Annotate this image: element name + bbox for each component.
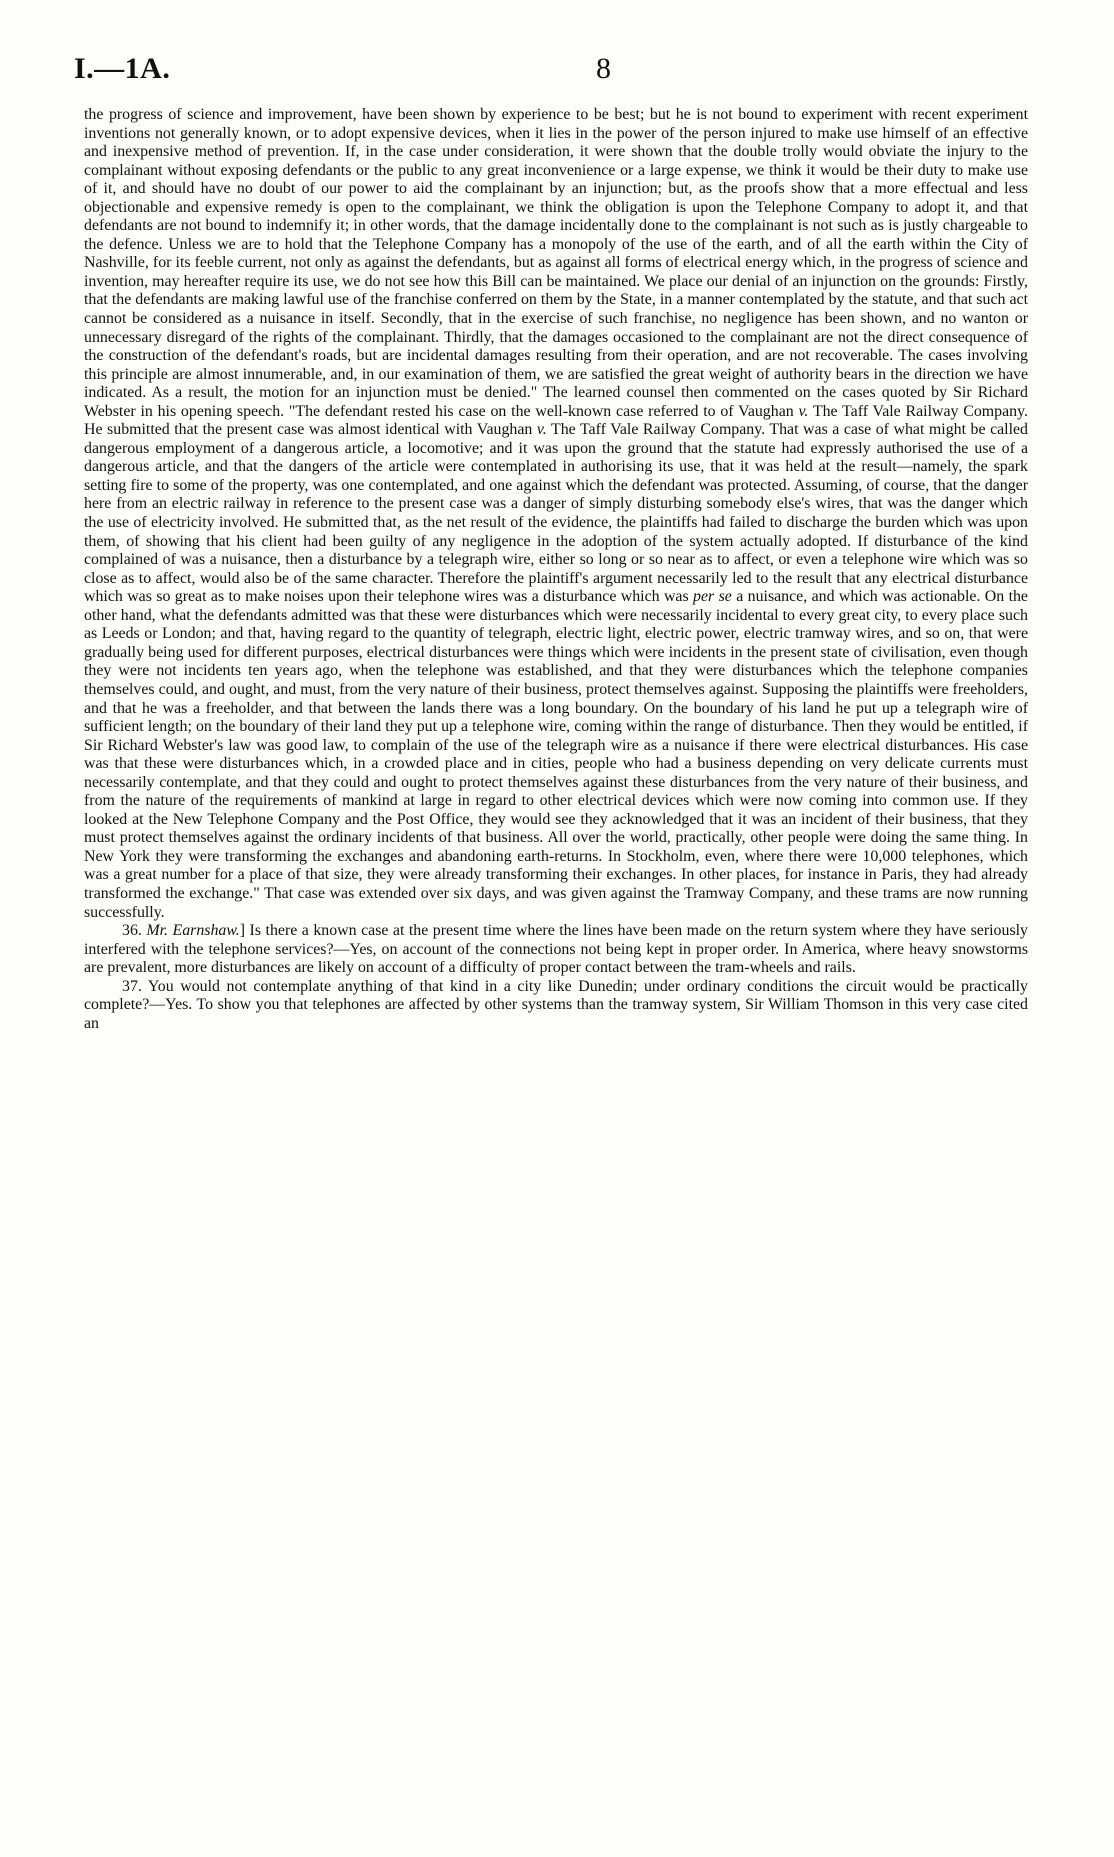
page-header	[74, 52, 1028, 92]
page-number: 8	[596, 52, 611, 85]
question-number: 36.	[122, 922, 142, 940]
text-run: a nuisance, and which was actionable. On the other hand, what the defendants admitted was that these were disturbances which were necessarily incidental to every great city, to every place such as Leeds or London; and that, having regard to the quantity of telegraph, electric light, electric power, electric tramway wires, and so on, that were gradually being used for different purposes, electrical disturbances were things which were incidents in the present state of civilisation, even though they were not incidents ten years ago, when the telephone was established, and that they were disturbances which the telephone companies themselves could, and ought, and must, from the very nature of their business, protect themselves against. Supposing the plaintiffs were freeholders, and that he was a freeholder, and that between the lands there was a long boundary. On the boundary of his land he put up a telegraph wire of sufficient length; on the boundary of their land they put up a telephone wire, coming within the range of disturbance. Then they would be entitled, if Sir Richard Webster's law was good law, to complain of the use of the telegraph wire as a nuisance if there were electrical disturbances. His case was that these were disturbances which, in a crowded place and in cities, people who had a business depending on very delicate currents must necessarily contemplate, and that they could and ought to protect themselves against these disturbances from the very nature of their business, and from the nature of the requirements of mankind at large in regard to other electrical devices which were now coming into common use. If they looked at the New Telephone Company and the Post Office, they would see they acknowledged that it was an incident of their business, that they must protect themselves against the ordinary incidents of that business. All over the world, practically, other people were doing the same thing. In New York they were transforming the exchanges and abandoning earth-returns. In Stockholm, even, where there were 10,000 telephones, which was a great number for a place of that size, they were already transforming their exchanges. In other places, for instance in Paris, they had already transformed the exchange." That case was extended over six days, and was given against the Tramway Company, and these trams are now running successfully.	[84, 588, 1028, 921]
text-run: ] Is there a known case at the present time where the lines have been made on the return system where they have seriously interfered with the telephone services?—Yes, on account of the connections not being kept in proper order. In America, where heavy snowstorms are prevalent, more disturbances are likely on account of a difficulty of proper contact between the tram-wheels and rails.	[84, 922, 1028, 977]
body-text	[84, 106, 1028, 1033]
question-number: 37.	[122, 977, 142, 995]
document-reference: I.—1A.	[74, 52, 171, 85]
text-run: The Taff Vale Railway Company. That was a case of what might be called dangerous employment of a dangerous article, a locomotive; and it was upon the ground that the statute had expressly authorised the use of a dangerous article, and that the dangers of the article were contemplated in authorising its use, that it was held at the result—namely, the spark setting fire to some of the property, was one contemplated, and one against which the defendant was protected. Assuming, of course, that the danger here from an electric railway in reference to the present case was a danger of simply disturbing somebody else's wires, that was the danger which the use of electricity involved. He submitted that, as the net result of the evidence, the plaintiffs had failed to discharge the burden which was upon them, of showing that his client had been guilty of any negligence in the adoption of the system actually adopted. If disturbance of the kind complained of was a nuisance, then a disturbance by a telegraph wire, either so long or so near as to affect, or even a telephone wire which was so close as to affect, would also be of the same character. Therefore the plaintiff's argument necessarily led to the result that any electrical disturbance which was so great as to make noises upon their telephone wires was a disturbance which was	[84, 421, 1029, 606]
paragraph-continuation	[84, 106, 1028, 922]
paragraph-37	[84, 978, 1028, 1034]
versus-italic: v.	[798, 402, 809, 420]
text-run: The Taff Vale Railway Company. He submitted that the present case was almost identical with Vaughan	[84, 402, 1028, 439]
text-run: the progress of science and improvement, have been shown by experience to be best; but he is not bound to experiment with recent experiment inventions not generally known, or to adopt expensive devices, when it lies in the power of the person injured to make use himself of an effective and inexpensive method of prevention. If, in the case under consideration, it were shown that the double trolly would obviate the injury to the complainant without exposing defendants or the public to any great inconvenience or a large expense, we think it would be their duty to make use of it, and should have no doubt of our power to aid the complainant by an injunction; but, as the proofs show that a more effectual and less objectionable and expensive remedy is open to the complainant, we think the obligation is upon the Telephone Company to adopt it, and that defendants are not bound to indemnify it; in other words, that the damage incidentally done to the complainant is not such as is justly chargeable to the defence. Unless we are to hold that the Telephone Company has a monopoly of the use of the earth, and of all the earth within the City of Nashville, for its feeble current, not only as against the defendants, but as against all forms of electrical energy which, in the progress of science and invention, may hereafter require its use, we do not see how this Bill can be maintained. We place our denial of an injunction on the grounds: Firstly, that the defendants are making lawful use of the franchise conferred on them by the State, in a manner contemplated by the statute, and that such act cannot be considered as a nuisance in itself. Secondly, that in the exercise of such franchise, no negligence has been shown, and no wanton or unnecessary disregard of the rights of the complainant. Thirdly, that the damages occasioned to the complainant are not the direct consequence of the construction of the defendant's roads, but are incidental damages resulting from their operation, and are not recoverable. The cases involving this principle are almost innumerable, and, in our examination of them, we are satisfied the great weight of authority bears in the direction we have indicated. As a result, the motion for an injunction must be denied." The learned counsel then commented on the cases quoted by Sir Richard Webster in his opening speech. "The defendant rested his case on the well-known case referred to of Vaughan	[84, 106, 1028, 420]
versus-italic: v.	[536, 421, 547, 439]
speaker-name: Mr. Earnshaw.	[146, 922, 240, 940]
latin-phrase: per se	[693, 588, 732, 606]
text-run: You would not contemplate anything of that kind in a city like Dunedin; under ordinary conditions the circuit would be practically complete?—Yes. To show you that telephones are affected by other systems than the tramway system, Sir William Thomson in this very case cited an	[84, 977, 1028, 1032]
paragraph-36	[84, 922, 1028, 978]
